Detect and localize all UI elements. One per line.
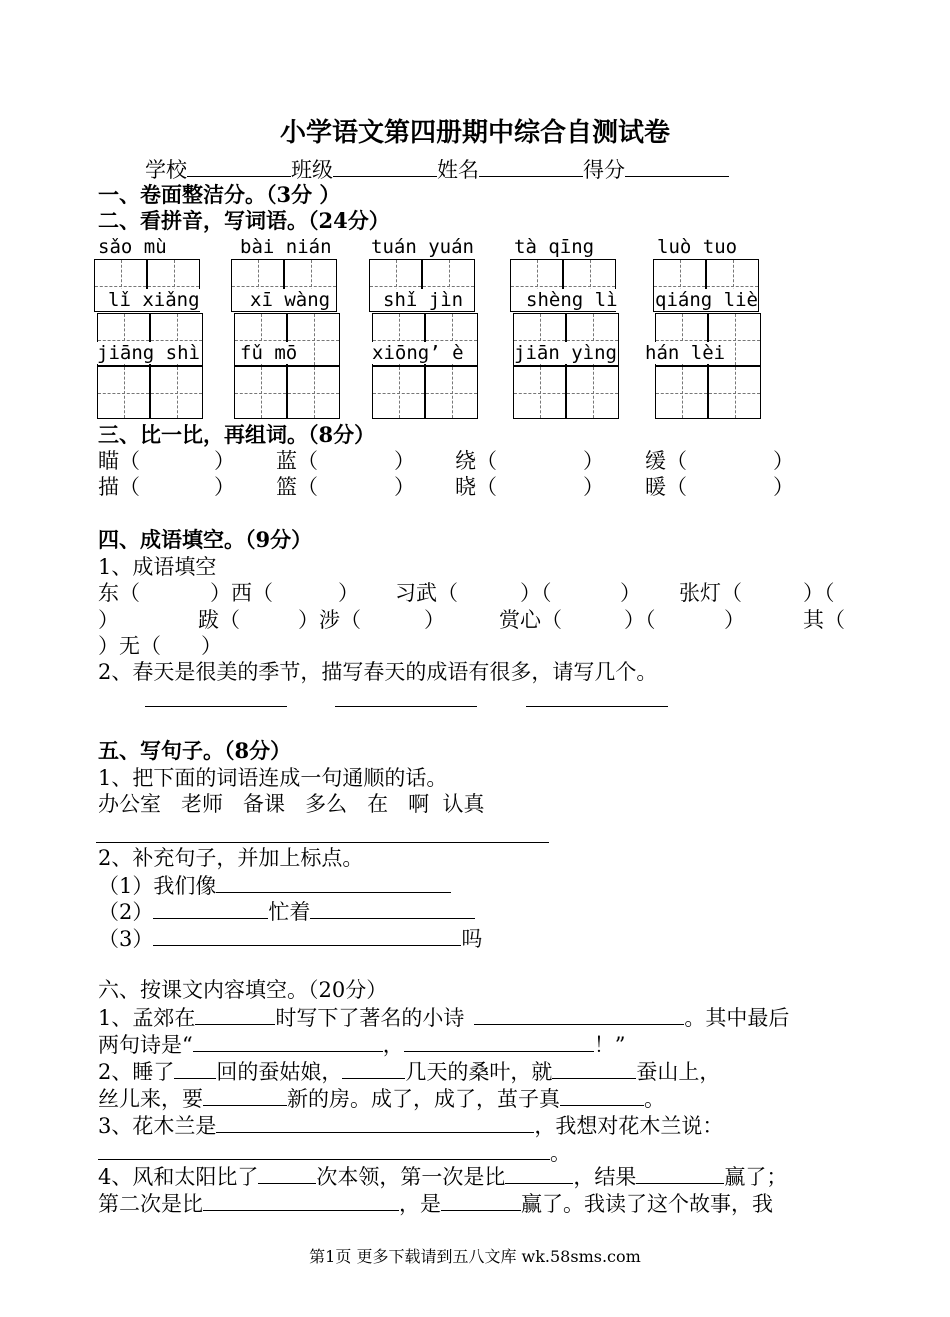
fill-text: 2、睡了 [98,1060,175,1084]
fill-text: ， [382,1033,404,1057]
pinyin-label: jiān yìng [514,342,617,364]
pinyin-label: tuán yuán [371,236,474,258]
pinyin-label: shǐ jìn [383,289,464,311]
question-1: 1、把下面的词语连成一句通顺的话。 [98,766,448,790]
name-label: 姓名 [437,158,479,182]
fill-text: ！” [593,1033,626,1057]
compare-char: 瞄（ [98,449,140,473]
compare-blank[interactable]: ） [214,449,235,473]
pinyin-label: jiāng shì [97,342,200,364]
fill-blank[interactable] [258,1163,316,1184]
compare-blank[interactable]: ） [773,475,794,499]
name-field[interactable] [479,156,583,177]
pinyin-label: bài nián [240,236,332,258]
fill-text: ，结果 [573,1165,637,1189]
section-2-heading: 二、看拼音，写词语。（24分） [98,208,390,233]
pinyin-label: shèng lì [526,289,618,311]
fill-text: ，我想对花木兰说： [534,1114,724,1138]
fill-line [98,1163,787,1190]
fill-line [98,1031,626,1058]
fill-blank[interactable] [404,1031,594,1052]
question-1: 1、成语填空 [98,555,217,579]
fill-blank[interactable] [441,1190,521,1211]
idiom-text: 东（ [98,581,140,605]
fill-text: 几天的桑叶，就 [405,1060,553,1084]
fill-blank[interactable] [193,1031,383,1052]
fill-text: 3、花木兰是 [98,1114,217,1138]
fill-blank[interactable] [174,1058,216,1079]
idiom-text: ）（ [520,581,552,605]
fill-line [98,1058,720,1085]
idiom-text: ）涉（ [298,608,361,632]
pinyin-label: tà qīng [514,236,595,258]
fill-blank[interactable] [203,1085,287,1106]
fill-line [98,1085,665,1112]
section-3-heading: 三、比一比，再组词。（8分） [98,422,376,447]
fill-text: 新的房。成了，成了，茧子真 [287,1087,560,1111]
compare-char: 描（ [98,475,140,499]
answer-line[interactable] [526,706,668,707]
fill-blank[interactable] [474,1004,684,1025]
compare-blank[interactable]: ） [394,449,415,473]
writing-cell[interactable] [150,366,203,419]
sentence-item [98,872,451,899]
score-label: 得分 [583,158,625,182]
pinyin-label: fǔ mō [240,342,298,364]
fill-text: 回的蚕姑娘， [216,1060,343,1084]
page-title: 小学语文第四册期中综合自测试卷 [279,118,670,148]
fill-line [98,1112,723,1139]
fill-text: ，是 [399,1192,441,1216]
fill-line [98,1190,773,1217]
idiom-text: ） [724,608,745,632]
compare-blank[interactable]: ） [394,475,415,499]
fill-text: 赢了； [724,1165,788,1189]
answer-line[interactable] [145,706,287,707]
fill-blank[interactable] [505,1163,573,1184]
fill-text: 。 [550,1141,571,1165]
word-list: 办公室 老师 备课 多么 在 啊 认真 [98,792,485,816]
fill-blank[interactable] [203,1190,399,1211]
pinyin-label: lǐ xiǎng [108,289,200,311]
fill-text: 丝儿来，要 [98,1087,203,1111]
sentence-prompt: （1）我们像 [98,874,217,898]
pinyin-label: luò tuo [657,236,738,258]
fill-line [98,1004,789,1031]
compare-char: 晓（ [455,475,497,499]
section-6-heading: 六、按课文内容填空。（20分） [98,978,388,1002]
idiom-text: ）无（ ） [98,634,223,658]
writing-cell[interactable] [287,366,340,419]
score-field[interactable] [625,156,729,177]
section-5-heading: 五、写句子。（8分） [98,738,292,763]
answer-line[interactable] [96,842,549,843]
sentence-prompt: （3） [98,927,154,951]
writing-cell[interactable] [566,366,619,419]
sentence-prompt: （2） [98,900,154,924]
fill-blank[interactable] [195,1004,275,1025]
fill-blank[interactable] [636,1163,724,1184]
writing-cell[interactable] [425,366,478,419]
idiom-text: ）西（ [210,581,273,605]
fill-text: 4、风和太阳比了 [98,1165,259,1189]
compare-char: 绕（ [455,449,497,473]
fill-text: 1、孟郊在 [98,1006,196,1030]
idiom-text: 张灯（ [679,581,742,605]
fill-blank[interactable] [98,1139,550,1160]
idiom-text: 跋（ [198,608,240,632]
page-footer: 第1页 更多下载请到五八文库 wk.58sms.com [309,1247,641,1266]
writing-cell[interactable] [234,366,287,419]
idiom-text: ） [338,581,359,605]
fill-text: 蚕山上， [636,1060,721,1084]
school-label: 学校 [145,158,187,182]
compare-blank[interactable]: ） [583,449,604,473]
fill-text: 。 [644,1087,665,1111]
fill-blank[interactable] [552,1058,636,1079]
fill-blank[interactable] [560,1085,644,1106]
idiom-text: 赏心（ [499,608,562,632]
compare-char: 蓝（ [276,449,318,473]
section-4-heading: 四、成语填空。（9分） [98,527,313,552]
idiom-text: ）（ [624,608,656,632]
pinyin-label: qiáng liè [655,289,758,311]
section-1-heading: 一、卷面整洁分。（3分 ） [98,182,341,207]
fill-text: 赢了。我读了这个故事，我 [521,1192,773,1216]
pinyin-label: xiōng’ è [372,342,464,364]
compare-char: 篮（ [276,475,318,499]
fill-blank[interactable] [216,1112,534,1133]
fill-text: 第二次是比 [98,1192,203,1216]
sentence-item [98,925,482,952]
sentence-item [98,898,475,925]
compare-char: 缓（ [645,449,687,473]
writing-cell[interactable] [97,366,150,419]
idiom-text: 其（ [803,608,845,632]
idiom-text: ）（ [803,581,835,605]
sentence-blank[interactable] [216,872,451,893]
answer-line[interactable] [335,706,477,707]
sentence-prompt: 忙着 [268,900,311,924]
pinyin-label: xī wàng [250,289,331,311]
fill-line [98,1139,571,1166]
question-2: 2、春天是很美的季节，描写春天的成语有很多，请写几个。 [98,660,658,684]
fill-text: 。其中最后 [684,1006,790,1030]
pinyin-label: hán lèi [645,342,726,364]
writing-cell[interactable] [372,366,425,419]
compare-blank[interactable]: ） [214,475,235,499]
sentence-blank[interactable] [153,925,461,946]
pinyin-label: sǎo mù [98,236,167,258]
compare-blank[interactable]: ） [773,449,794,473]
writing-cell[interactable] [655,366,708,419]
idiom-text: ） [620,581,641,605]
sentence-prompt: 吗 [461,927,483,951]
idiom-text: 习武（ [395,581,458,605]
header-info [145,156,729,183]
idiom-text: ） [424,608,445,632]
writing-cell[interactable] [513,366,566,419]
sentence-blank[interactable] [153,898,268,919]
compare-char: 暖（ [645,475,687,499]
fill-text: 时写下了著名的小诗 [275,1006,465,1030]
idiom-text: ） [98,608,119,632]
sentence-blank[interactable] [310,898,475,919]
fill-text: 次本领，第一次是比 [316,1165,506,1189]
class-field[interactable] [333,156,437,177]
writing-cell[interactable] [708,366,761,419]
compare-blank[interactable]: ） [583,475,604,499]
school-field[interactable] [187,156,291,177]
question-2: 2、补充句子，并加上标点。 [98,846,364,870]
fill-blank[interactable] [342,1058,405,1079]
class-label: 班级 [291,158,333,182]
fill-text: 两句诗是“ [98,1033,193,1057]
